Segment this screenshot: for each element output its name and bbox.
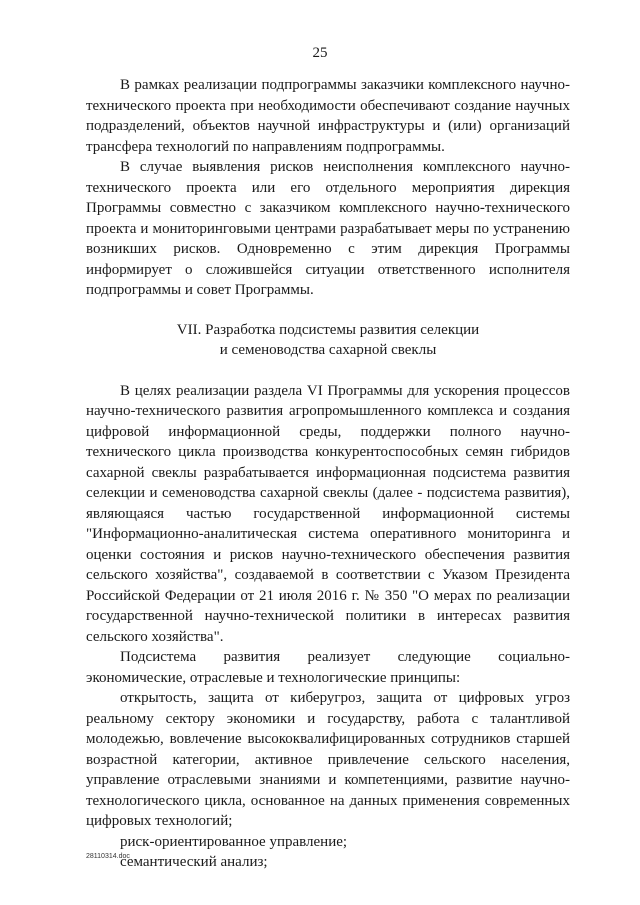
section-heading [86, 320, 570, 361]
section-heading-line: VII. Разработка подсистемы развития селекции [176, 321, 480, 338]
paragraph: В случае выявления рисков неисполнения комплексного научно-технического проекта или его отдельного мероприятия дирекция Программы совместно с заказчиком комплексного научно-технического проекта и мониторинговыми центрами разрабатывает меры по устранению возникших рисков. Одновременно с этим дирекция Программы информирует о сложившейся ситуации ответственного исполнителя подпрограммы и совет Программы. [86, 159, 570, 298]
paragraph: В рамках реализации подпрограммы заказчики комплексного научно-технического проекта при необходимости обеспечивают создание научных подразделений, объектов научной инфраструктуры и (или) организаций трансфера технологий по направлениям подпрограммы. [86, 77, 570, 155]
page-number: 25 [312, 45, 328, 61]
document-body [86, 75, 570, 873]
list-item: семантический анализ; [120, 854, 268, 870]
list-item: риск-ориентированное управление; [120, 833, 348, 850]
paragraph: В целях реализации раздела VI Программы для ускорения процессов научно-технического развития агропромышленного комплекса и создания цифровой информационной среды, поддержки полного научно-технического цикла производства конкурентоспособных семян гибридов сахарной свеклы разрабатывается информационная подсистема развития селекции и семеноводства сахарной свеклы (далее - подсистема развития), являющаяся частью государственной информационной системы "Информационно-аналитическая система оперативного мониторинга и оценки состояния и рисков научно-технического обеспечения развития сельского хозяйства", создаваемой в соответствии с Указом Президента Российской Федерации от 21 июля 2016 г. № 350 "О мерах по реализации государственной научно-технической политики в интересах развития сельского хозяйства". [86, 382, 570, 645]
section-heading-line: и семеноводства сахарной свеклы [219, 342, 437, 358]
paragraph: Подсистема развития реализует следующие социально-экономические, отраслевые и технологические принципы: [86, 649, 570, 686]
file-name-footer: 28110314.doc [86, 853, 130, 860]
paragraph: открытость, защита от киберугроз, защита от цифровых угроз реальному сектору экономики и государству, работа с талантливой молодежью, вовлечение высококвалифицированных сотрудников старшей возрастной категории, активное привлечение сельского населения, управление отраслевыми знаниями и компетенциями, развитие научно-технологического цикла, основанное на данных применения современных цифровых технологий; [86, 690, 570, 829]
